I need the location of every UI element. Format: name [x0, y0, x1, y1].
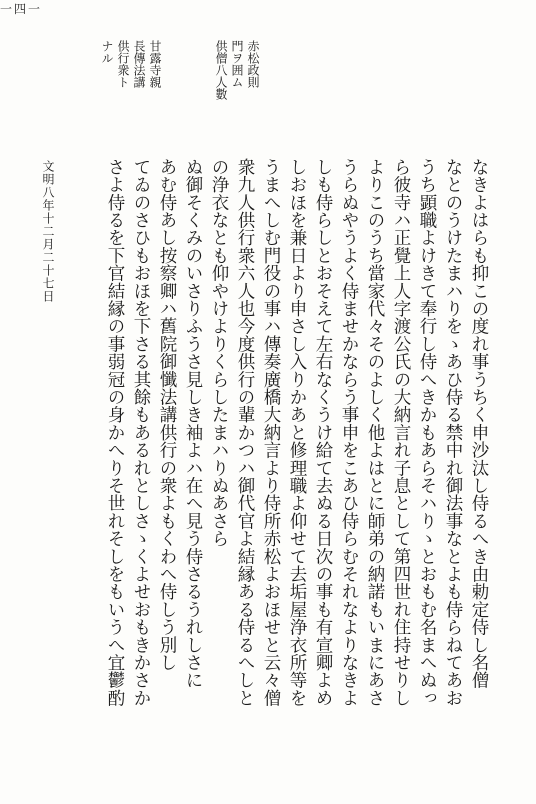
body-column: てゐのさひもおほを下さる其餘もあるれとしさゝくよせおもきかさか [131, 158, 151, 707]
body-column: ぬ御そくみのいさりふうさ見しき袖よハ在へ見う侍さるうれしさに [183, 158, 203, 689]
body-column: よりこのうち當家代々そのよしく他よはとに師弟の納諾もいまにあさ [365, 158, 385, 707]
header-line: 供僧八人數 [214, 40, 228, 100]
body-column: うち顕職よけきて奉行し侍へきかもあらそハりゝとおもむ名まへぬっ [417, 158, 437, 707]
body-column: なとのうけたまハりをゝあひ侍る禁中れ御法事なとよも侍らねてあお [443, 158, 463, 707]
header-line: 供行衆ト [116, 40, 130, 88]
header-line: 赤松政則 [246, 40, 260, 88]
header-line: ナル [100, 40, 114, 64]
body-column: ら彼寺ハ正覺上人字渡公氏の大納言れ子息として第四世れ住持せりし [391, 158, 411, 707]
body-column: うまへしむ門役の事ハ傳奏廣橋大納言より侍所赤松よおほせと云々僧 [261, 158, 281, 707]
body-column: うらぬやうよく侍ませかならう事申をこあひ侍らむそれなよりなきよ [339, 158, 359, 707]
body-column: しおほを兼日より申さし入りかあと修理職よ仰せて去垢屋浄衣所等を [287, 158, 307, 707]
page-number: 一四一 [0, 2, 43, 16]
date-line: 文明八年十二月二十七日 [41, 160, 55, 303]
body-column: 衆九人供行衆六人也今度供行の輩かつハ御代官よ結縁ある侍るへしと [235, 158, 255, 707]
body-column: の浄衣なとも仰やけよりくらしたまハりぬあさら [209, 158, 229, 548]
header-annotation [86, 40, 276, 110]
header-line: 甘露寺親 [148, 40, 162, 88]
body-column: しも侍らしとおそえて左右なくうけ給て去ぬる日次の事も有宣卿よめ [313, 158, 333, 707]
header-line: 長傳法講 [132, 40, 146, 88]
body-column: さよ侍るを下官結縁の事弱冠の身かへりそ世れそしをもいうへ宜鬱酌 [105, 158, 125, 707]
body-column: なきよはらも抑この度れ事うちく申沙汰し侍るへき由勅定侍し名僧 [469, 158, 489, 689]
header-line: 門ヲ囲ム [230, 40, 244, 88]
body-column: あむ侍あし按察卿ハ舊院御懺法講供行の衆よもくわへ侍しう別し [157, 158, 177, 672]
